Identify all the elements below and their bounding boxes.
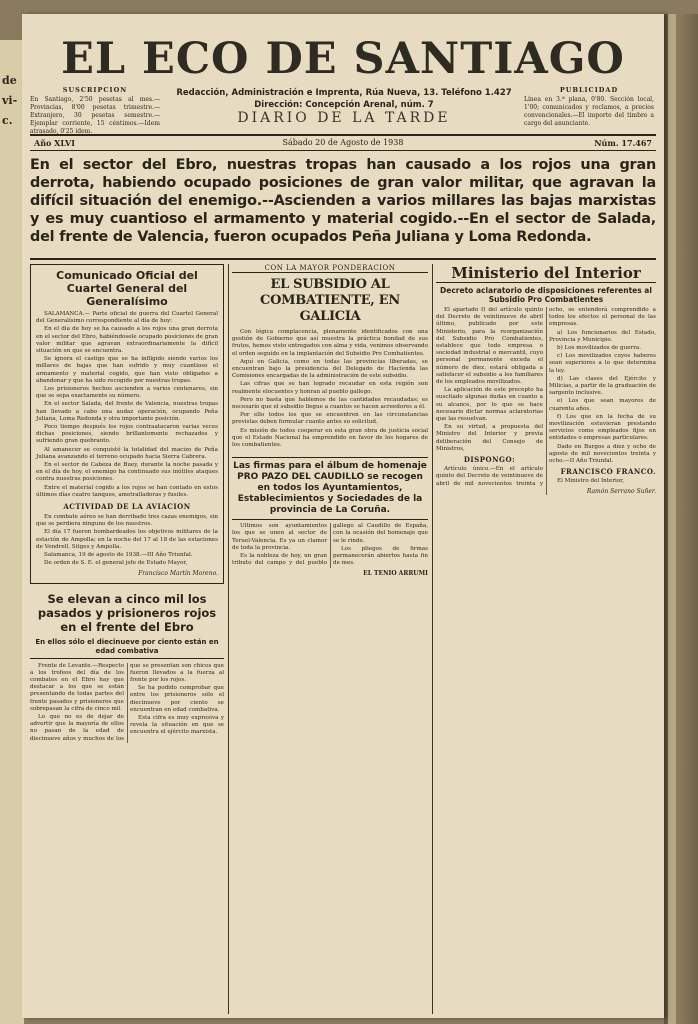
paragraph: SALAMANCA.— Parte oficial de guerra del Cuartel General del Generalísimo correspondiente al día de hoy: [36,311,218,325]
ministry-heading: Ministerio del Interior [436,264,656,283]
dispongo-label: DISPONGO: [463,455,516,465]
signer-name: FRANCISCO FRANCO. [560,467,656,477]
column-war-report [30,264,224,743]
prisoners-subheading: En ellos sólo el diecinueve por ciento están en edad combativa [30,638,224,659]
paragraph: La aplicación de este precepto ha suscitado algunas dudas en cuanto a su alcance, por lo que se hace necesario dictar normas aclaratorias que las resuelvan. [436,387,543,423]
subscription-heading: SUSCRIPCION [62,86,128,94]
redaction-address: Redacción, Administración e Imprenta, Rúa Nueva, 13. Teléfono 1.427 [176,88,512,98]
issue-date: Sábado 20 de Agosto de 1938 [282,138,404,147]
paragraph: Al amanecer se conquistó la totalidad del macizo de Peña Juliana avanzando el terreno ocupado hacia Sierra Cabrera. [36,446,218,460]
paragraph: Frente de Levante.—Respecto a los trofeos del día de los combates en el Ebro hay que destacar a los que se están presentando de todas partes del frente pasados y prisioneros que sobrepasan la cifra de cinco mil. [30,662,124,712]
subscription-text: En Santiago, 2'50 pesetas al mes.—Provincias, 8'00 pesetas trimestre.—Extranjero, 30 pesetas semestre.—Ejemplar corriente, 15 céntimos.—Idem atrasado, 0'25 idem. [30,96,160,135]
sign-place: Salamanca, 19 de agosto de 1938.—III Año Triunfal. [44,552,193,559]
article: e) Los que sean mayores de cuarenta años. [549,398,656,412]
aviation-text [36,514,218,567]
previous-page-fragment: c. [2,114,13,127]
main-headline: En el sector del Ebro, nuestras tropas han causado a los rojos una gran derrota, habiendo ocupado posiciones de gran valor militar, que agravan la difícil situación del enemigo.--Ascienden a varios millares las bajas marxistas y es muy cuantioso el armamento y material cogido.--En el sector de Salada, del frente de Valencia, fueron ocupados Peña Juliana y Loma Redonda. [30,157,656,245]
minister-signature: Ramón Serrano Suñer. [586,487,656,495]
paragraph: En el sector de Cabeza de Buey, durante la noche pasada y en el día de hoy, el enemigo ha continuado sus inútiles ataques contra nuestras posiciones. [36,462,218,483]
article: a) Los funcionarios del Estado, Provincia y Municipio. [549,329,656,343]
paragraph: El apartado f) del artículo quinto del Decreto de veintinueve de abril último, publicado por este Ministerio, para la reorganización del Subsidio Pro Combatientes, establece que todo empresa o sociedad industrial o mercantil, cuyo personal permanente exceda el número de diez, estará obligada a satisfacer el subsidio a los familiares de los empleados movilizados. [436,307,543,386]
advertising-heading: PUBLICIDAD [559,86,619,94]
communique-text [36,311,218,499]
subscription-box [30,86,160,136]
newspaper-page [22,14,664,1018]
article: f) Los que en la fecha de su movilización estuvieran prestando servicios como empleados fijos en entidades o empresas particulares. [549,413,656,442]
paragraph: Es misión de todos cooperar en esta gran obra de justicia social que el Estado Nacional ha emprendido en favor de los hogares de los combatientes. [232,427,428,449]
album-signature: EL TENIO ARRUMI [363,569,428,577]
article: d) Las clases del Ejército y Milicias, a partir de la graduación de sargento inclusive. [549,375,656,397]
column-interior-ministry [436,264,656,495]
column-rule [432,264,433,1014]
sign-place: Dado en Burgos a diez y ocho de agosto de mil novecientos treinta y ocho.—II Año Triunfal. [549,443,656,465]
paragraph: Los pliegos de firmas permanecerán abiertos hasta fin de mes. [333,545,428,567]
article: b) Los movilizados de guerra. [557,345,641,352]
prisoners-text [30,663,224,743]
paragraph: En su virtud, a propuesta del Ministro del Interior y previa deliberación del Consejo de Ministros, [436,424,543,452]
issue-year: Año XLVI [34,138,75,148]
paragraph: Ultimos son ayuntamientos los que se unen al sector de Teruel-Valencia. Es ya un clamor de toda la provincia. [232,523,327,551]
subsidy-kicker: CON LA MAYOR PONDERACION [232,264,428,273]
album-heading: Las firmas para el álbum de homenaje PRO PAZO DEL CAUDILLO se recogen en todos los Ayuntamientos, Establecimientos y Sociedades de la provincia de La Coruña. [232,457,428,520]
paragraph: En el día de hoy se ha causado a los rojos una gran derrota en el sector del Ebro, habiéndosele ocupado posiciones de gran valor militar que agravan extraordinariamente la difícil situación en que se encuentra. [36,326,218,355]
issue-number: Núm. 17.467 [594,138,652,148]
paragraph: Los prisioneros hechos ascienden a varios centenares, sin que se sepa exactamente su número. [36,386,218,400]
subsidy-heading: EL SUBSIDIO AL COMBATIENTE, EN GALICIA [260,277,400,324]
newspaper-title: EL ECO DE SANTIAGO [61,34,625,84]
prisoners-heading: Se elevan a cinco mil los pasados y prisioneros rojos en el frente del Ebro [37,591,217,634]
masthead [22,14,664,148]
paragraph: Por ello todos los que se encuentren en las circunstancias previstas deben formular cuanto antes su solicitud. [232,412,428,426]
paragraph: Aquí en Galicia, como en todas las provincias liberadas, se encuentran bajo la presidencia del Delegado de Hacienda las Comisiones encargadas de la administración de este subsidio. [232,358,428,380]
direction-address: Dirección: Concepción Arenal, núm. 7 [254,100,434,110]
previous-page-fragment: vi- [2,94,18,107]
paragraph: Entre el material cogido a los rojos se han contado en estos últimos días cuatro tanques, ametralladoras y fusiles. [36,484,218,498]
column-subsidy [232,264,428,579]
album-text [232,523,428,568]
paragraph: Con lógica complacencia, plenamente identificados con una gestión de Gobierno que así muestra la práctica bondad de sus frutos, hemos visto entregados con alma y vida, venimos observando el orden seguido en la implantación del Subsidio Pro Combatientes. [232,329,428,357]
paragraph: Lo que no es de dejar de advertir que la mayoría de ellos no pasan de la edad de diecinueve años y muchos de los que se presentan son chicos que fueron llevados a la fuerza al frente por los rojos. [30,662,224,742]
advertising-box [524,86,654,128]
article: c) Los movilizados cuyos haberes sean superiores a lo que determina la ley. [549,353,656,374]
paragraph: Las cifras que se han logrado recaudar en esta región son realmente elocuentes y honran al pueblo gallego. [232,381,428,395]
subsidy-text [232,329,428,449]
official-communique-box [30,264,224,584]
column-rule [228,264,229,1014]
advertising-text: Línea en 3.ª plana, 0'80. Sección local, 1'00; comunicados y reclamos, a precios convencionales.—El importe del timbre a cargo del anunciante. [524,96,654,127]
decree-text [436,307,656,495]
paragraph: Es la nobleza de hoy, un gran tributo del campo y del pueblo gallego al Caudillo de España, con la ocasión del homenaje que se le rinde. [232,523,428,567]
newspaper-subtitle: DIARIO DE LA TARDE [237,110,451,126]
communique-signature: Francisco Martín Moreno. [138,569,218,577]
minister-title: El Ministro del Interior, [557,478,624,485]
paragraph: Pero no basta que hablemos de las cantidades recaudadas; es necesario que el subsidio llegue a cuantos se hacen acreedores a él. [232,396,428,411]
sign-order: De orden de S. E. el general jefe de Estado Mayor, [44,560,188,567]
paragraph: El día 17 fueron bombardeados los objetivos militares de la estación de Ampolla; en la noche del 17 al 18 de las estaciones de Vendrell, Sitges y Ampolla. [36,529,218,550]
previous-page-edge [0,40,24,1024]
paragraph: Esta cifra es muy expresiva y revela la situación en que se encuentra el ejército marxista. [130,714,224,736]
paragraph: En combate aéreo se han derribado tres cazas enemigos, sin que se perdiera ninguno de los nuestros. [36,514,218,528]
paragraph: Se ignora el castigo que se ha infligido siendo varios los millares de bajas que han sufrido y muy cuantioso el armamento y material cogido, que han visto obligados a abandonar y que ha sido recogido por nuestras tropas. [36,356,218,384]
paragraph: En el sector Salada, del frente de Valencia, nuestras tropas han llevado a cabo una audaz operación, ocupando Peña Juliana, Loma Redonda y otra importante posición. [36,401,218,422]
headline-rule [30,258,656,260]
decree-subheading: Decreto aclaratorio de disposiciones referentes al Subsidio Pro Combatientes [440,286,652,304]
article: Artículo único.—En el artículo quinto del Decreto de veintinueve de abril de mil novecientos treinta y ocho, se entenderá comprendido a todos los efectos el personal de las empresas. [436,307,656,487]
communique-heading: Comunicado Oficial del Cuartel General del Generalísimo [56,269,198,308]
paragraph: Se ha podido comprobar que entre los prisioneros sólo el diecinueve por ciento se encuentran en edad combativa. [130,685,224,713]
aviation-subheading: ACTIVIDAD DE LA AVIACION [63,502,191,512]
paragraph: Poco tiempo después los rojos contraatacaron varias veces dichas posiciones, siendo brillantemente rechazados y sufriendo gran quebranto. [36,424,218,445]
previous-page-fragment: de [2,74,17,87]
page-binding-edge [664,14,698,1024]
dateline [30,134,656,151]
